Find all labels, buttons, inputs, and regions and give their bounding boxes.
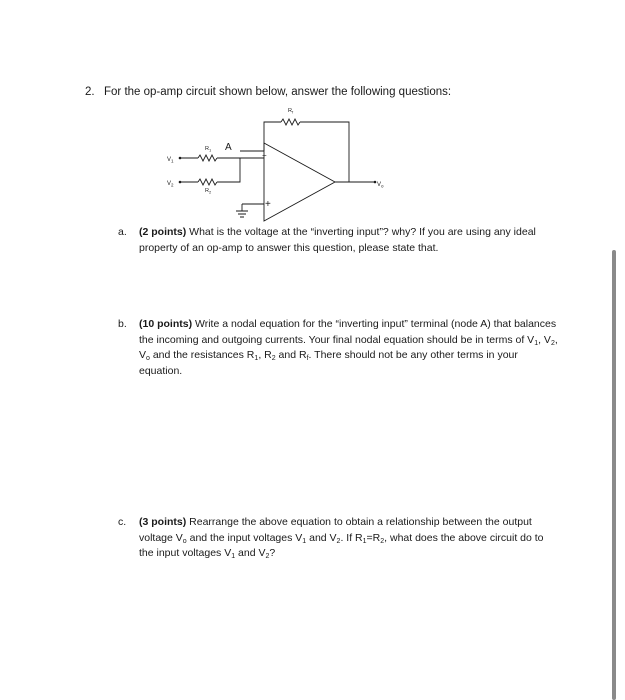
inverting-sign: − xyxy=(262,151,267,160)
vo-terminal xyxy=(374,181,377,184)
vo-label: $V_o$ xyxy=(377,182,384,189)
part-b xyxy=(118,317,558,379)
r2-label: $R_2$ xyxy=(205,188,212,195)
part-a xyxy=(118,225,558,256)
r2-wire xyxy=(217,158,240,182)
node-a-label: A xyxy=(225,142,232,153)
r1-resistor xyxy=(198,155,217,161)
feedback-return-wire xyxy=(300,122,349,182)
part-c-text: (3 points) Rearrange the above equation to obtain a relationship between the output voltage $V_o$ and the input voltages $V_1$ and $V_2$. If $R_1=R_2$, what does the above circuit do to the input voltages $V_1$ and $V_2$? xyxy=(139,516,544,560)
op-amp-circuit-diagram xyxy=(160,103,390,223)
v1-terminal xyxy=(179,157,182,160)
feedback-wire xyxy=(264,122,281,151)
question-number: 2. xyxy=(85,86,95,98)
vertical-scrollbar[interactable] xyxy=(612,250,616,700)
question-text: For the op-amp circuit shown below, answer the following questions: xyxy=(104,86,452,98)
op-amp-triangle xyxy=(264,143,335,221)
non-inverting-sign: + xyxy=(265,199,271,210)
part-a-text: (2 points) What is the voltage at the “inverting input”? why? If you are using any ideal property of an op-amp to answer this question, please state that. xyxy=(139,226,536,254)
r2-resistor xyxy=(198,179,217,185)
r1-label: $R_1$ xyxy=(205,146,212,153)
v1-label: $V_1$ xyxy=(167,157,174,164)
part-a-points: (2 points) xyxy=(139,226,187,238)
part-c-tag: c. xyxy=(118,516,127,528)
part-c xyxy=(118,515,558,562)
part-b-tag: b. xyxy=(118,318,127,330)
part-b-points: (10 points) xyxy=(139,318,193,330)
v2-terminal xyxy=(179,181,182,184)
ground-icon xyxy=(236,211,248,217)
part-c-points: (3 points) xyxy=(139,516,187,528)
rf-resistor xyxy=(281,119,300,125)
rf-label: $R_f$ xyxy=(288,108,294,115)
part-a-tag: a. xyxy=(118,226,127,238)
v2-label: $V_2$ xyxy=(167,181,174,188)
part-b-text: (10 points) Write a nodal equation for the “inverting input” terminal (node A) that balances the incoming and outgoing currents. Your final nodal equation should be in terms of $V_1$, $V_2$, $V_o$ and the resistances $R_1$, $R_2$ and $R_f$. There should not be any other terms in your equation. xyxy=(139,318,558,377)
question-heading xyxy=(85,86,451,98)
